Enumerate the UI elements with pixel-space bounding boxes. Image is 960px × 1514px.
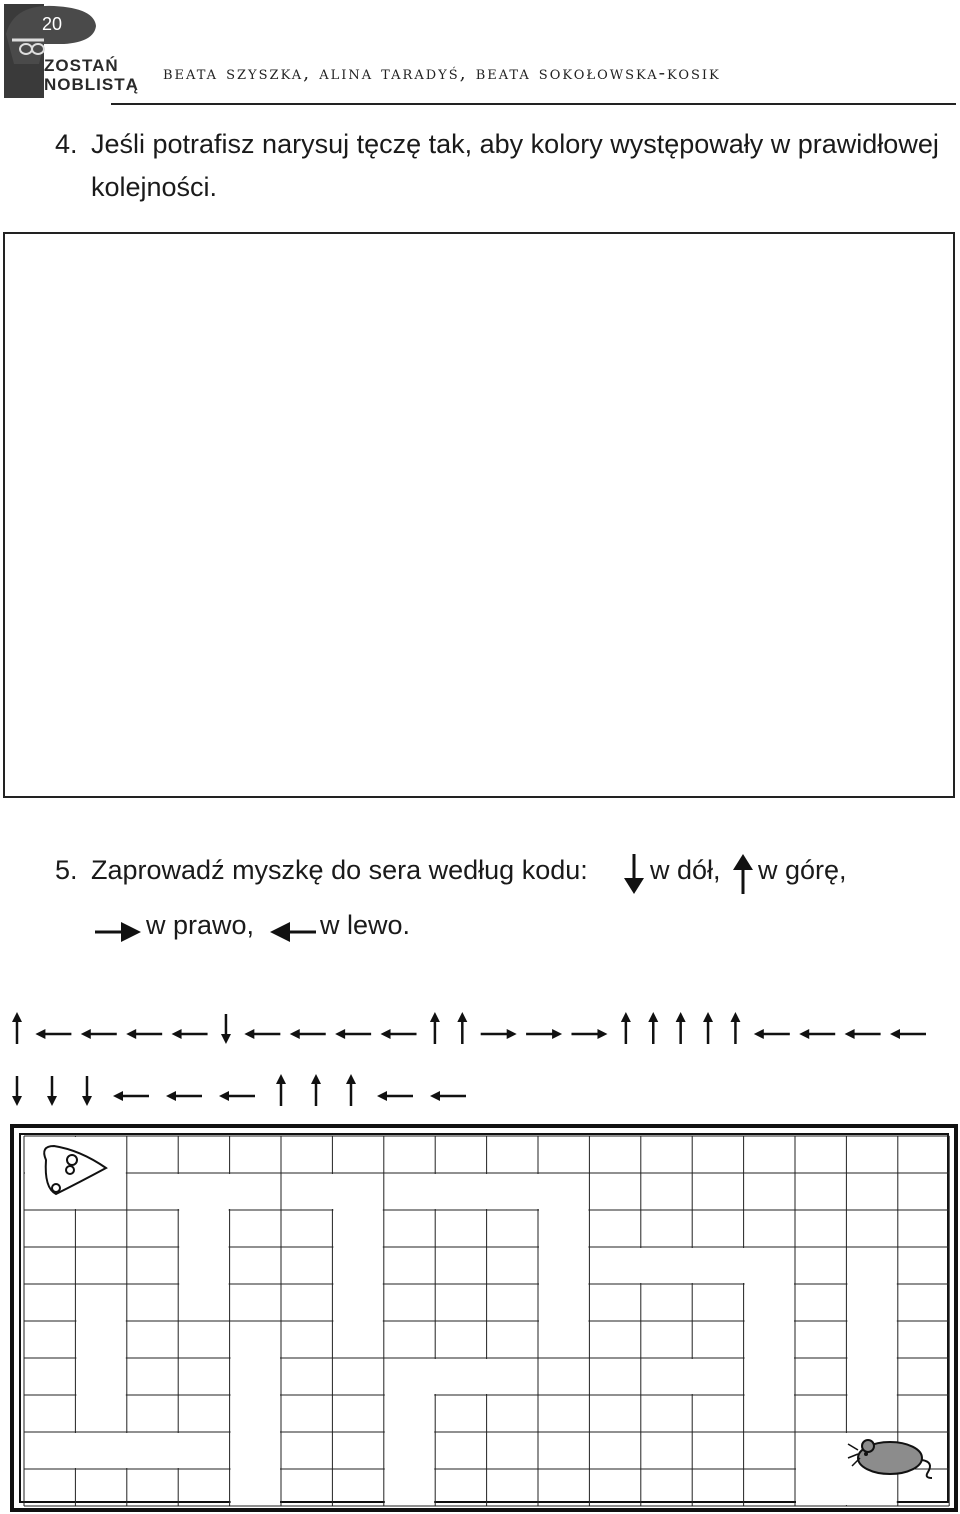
- code-arrow-left-icon: [166, 1091, 202, 1101]
- code-arrow-right-icon: [571, 1029, 607, 1039]
- code-arrow-left-icon: [126, 1029, 162, 1039]
- arrow-up-icon: [730, 852, 756, 894]
- task-4-line-2: kolejności.: [91, 172, 218, 202]
- logo-wordmark: [44, 56, 139, 94]
- code-arrow-up-icon: [12, 1012, 22, 1044]
- arrow-left-icon: [268, 920, 316, 946]
- code-arrow-left-icon: [430, 1091, 466, 1101]
- code-arrow-down-icon: [221, 1014, 231, 1044]
- code-arrow-up-icon: [648, 1012, 658, 1044]
- direction-code: [0, 1000, 960, 1120]
- code-arrow-right-icon: [481, 1029, 517, 1039]
- code-arrow-left-icon: [335, 1029, 371, 1039]
- code-arrow-down-icon: [82, 1076, 92, 1106]
- code-arrow-up-icon: [276, 1074, 286, 1106]
- code-arrow-left-icon: [172, 1029, 208, 1039]
- header-divider: [111, 103, 956, 105]
- legend-up-label: w górę,: [758, 855, 847, 885]
- authors-header: beata szyszka, alina taradyś, beata sokołowska-kosik: [163, 62, 721, 84]
- task-5-number: 5.: [55, 855, 78, 885]
- legend-left-label: w lewo.: [320, 910, 411, 940]
- page-number: 20: [42, 14, 63, 34]
- series-logo: [4, 4, 139, 98]
- task-4-line-1: Jeśli potrafisz narysuj tęczę tak, aby kolory występowały w prawidłowej: [91, 129, 939, 159]
- task-4-number: 4.: [55, 129, 78, 159]
- logo-line-2: NOBLISTĄ: [44, 75, 139, 94]
- arrow-down-icon: [620, 852, 648, 894]
- code-arrow-left-icon: [799, 1029, 835, 1039]
- code-arrow-left-icon: [290, 1029, 326, 1039]
- code-arrow-down-icon: [47, 1076, 57, 1106]
- code-arrow-down-icon: [12, 1076, 22, 1106]
- legend-right-label: w prawo,: [146, 910, 255, 940]
- arrow-right-icon: [95, 918, 143, 944]
- code-arrow-left-icon: [890, 1029, 926, 1039]
- code-arrow-up-icon: [430, 1012, 440, 1044]
- code-arrow-up-icon: [621, 1012, 631, 1044]
- logo-line-1: ZOSTAŃ: [44, 56, 119, 75]
- code-arrow-up-icon: [346, 1074, 356, 1106]
- rainbow-drawing-area[interactable]: [3, 232, 955, 798]
- code-arrow-up-icon: [457, 1012, 467, 1044]
- code-arrow-right-icon: [526, 1029, 562, 1039]
- legend-down-label: w dół,: [650, 855, 721, 885]
- code-arrow-left-icon: [113, 1091, 149, 1101]
- code-arrow-left-icon: [81, 1029, 117, 1039]
- task-5-line-1: Zaprowadź myszkę do sera według kodu:: [91, 855, 588, 885]
- code-arrow-left-icon: [35, 1029, 71, 1039]
- code-arrow-left-icon: [754, 1029, 790, 1039]
- code-arrow-left-icon: [219, 1091, 255, 1101]
- code-arrow-left-icon: [381, 1029, 417, 1039]
- code-arrow-left-icon: [377, 1091, 413, 1101]
- maze-board[interactable]: [10, 1124, 960, 1512]
- code-arrow-left-icon: [244, 1029, 280, 1039]
- code-arrow-left-icon: [845, 1029, 881, 1039]
- code-arrow-up-icon: [703, 1012, 713, 1044]
- code-arrow-up-icon: [311, 1074, 321, 1106]
- code-arrow-up-icon: [730, 1012, 740, 1044]
- code-arrow-up-icon: [676, 1012, 686, 1044]
